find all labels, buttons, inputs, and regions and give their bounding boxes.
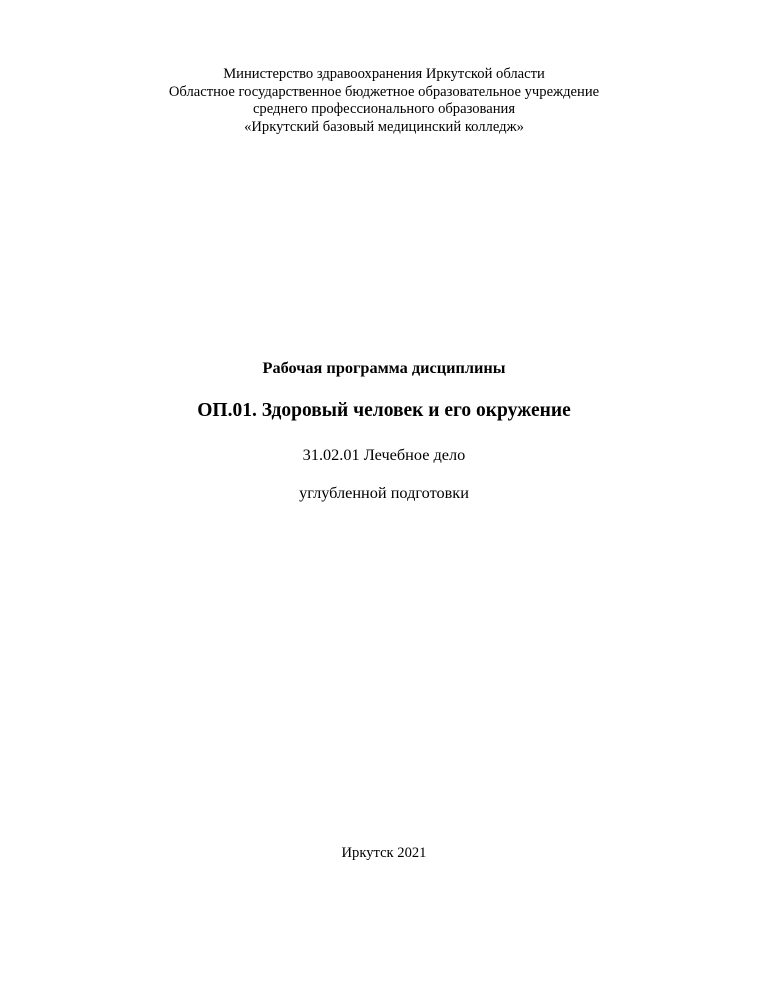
ministry-name: Министерство здравоохранения Иркутской области xyxy=(223,66,545,82)
institution-level: среднего профессионального образования xyxy=(252,101,516,117)
institution-type: Областное государственное бюджетное образовательное учреждение xyxy=(168,83,600,100)
document-type-title: Рабочая программа дисциплины xyxy=(262,358,506,377)
college-name: «Иркутский базовый медицинский колледж» xyxy=(244,118,524,135)
institution-header xyxy=(0,66,768,136)
city-year: Иркутск 2021 xyxy=(341,845,427,861)
training-level: углубленной подготовки xyxy=(299,483,469,502)
specialty-code: 31.02.01 Лечебное дело xyxy=(302,445,466,464)
discipline-title: ОП.01. Здоровый человек и его окружение xyxy=(197,400,571,421)
